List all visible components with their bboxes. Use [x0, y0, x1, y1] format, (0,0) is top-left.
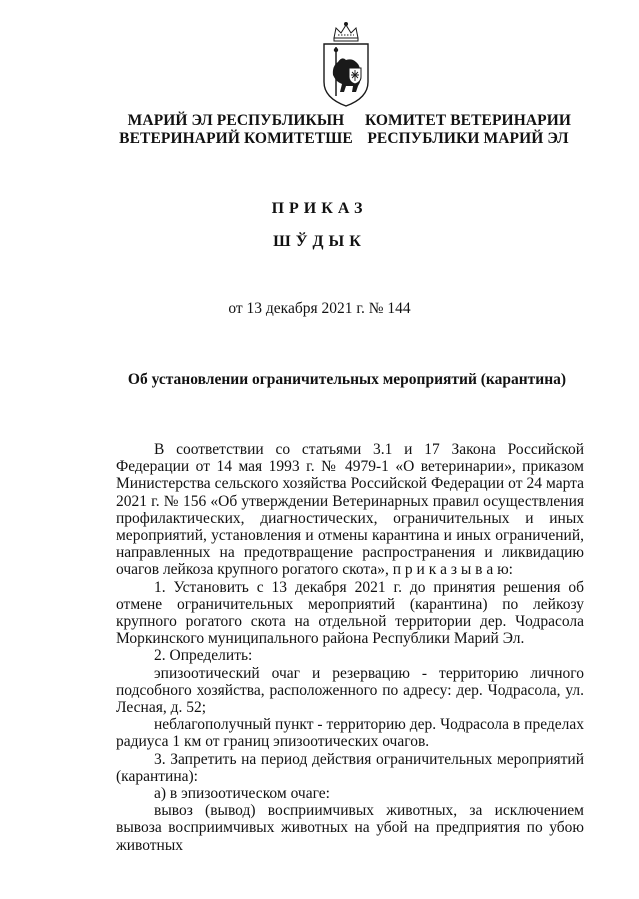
paragraph-item-3a-text: вывоз (вывод) восприимчивых животных, за исключением вывоза восприимчивых животных на убой на предприятия по убою животных [116, 802, 584, 854]
header-right [364, 112, 572, 148]
paragraph-item-3a: а) в эпизоотическом очаге: [154, 785, 330, 803]
header-left [106, 112, 366, 148]
document-subject: Об установлении ограничительных мероприятий (карантина) [127, 371, 567, 388]
shield-icon [324, 44, 368, 106]
document-date: от 13 декабря 2021 г. № 144 [228, 300, 411, 317]
coat-of-arms-icon [316, 20, 376, 108]
header-left-line1: МАРИЙ ЭЛ РЕСПУБЛИКЫН [127, 112, 345, 129]
header-right-line1: КОМИТЕТ ВЕТЕРИНАРИИ [364, 112, 572, 129]
document-body [116, 441, 584, 854]
paragraph-preamble: В соответствии со статьями 3.1 и 17 Закона Российской Федерации от 14 мая 1993 г. № 4979-1 «О ветеринарии», приказом Министерства сельского хозяйства Российской Федерации от 24 марта 2021 г. № 156 «Об утверждении Ветеринарных правил осуществления профилактических, диагностических, ограничительных и иных мероприятий, установления и отмены карантина и иных ограничений, направленных на предотвращение распространения и ликвидацию очагов лейкоза крупного рогатого скота», п р и к а з ы в а ю: [116, 441, 584, 579]
header-left-line2: ВЕТЕРИНАРИЙ КОМИТЕТШЕ [119, 130, 353, 147]
document-title-mari: ШЎДЫК [273, 233, 366, 250]
crown-icon [334, 23, 358, 42]
header-right-line2: РЕСПУБЛИКИ МАРИЙ ЭЛ [367, 130, 569, 147]
paragraph-item-3: 3. Запретить на период действия ограничительных мероприятий (карантина): [116, 750, 584, 785]
document-title-ru: ПРИКАЗ [271, 200, 368, 217]
paragraph-item-2-point: неблагополучный пункт - территорию дер. Чодрасола в пределах радиуса 1 км от границ эпизоотических очагов. [116, 716, 584, 751]
paragraph-item-1: 1. Установить с 13 декабря 2021 г. до принятия решения об отмене ограничительных мероприятий (карантина) по лейкозу крупного рогатого скота на отдельной территории дер. Чодрасола Моркинского муниципального района Республики Марий Эл. [116, 578, 584, 648]
paragraph-item-2: 2. Определить: [154, 647, 253, 665]
paragraph-item-2-focus: эпизоотический очаг и резервацию - территорию личного подсобного хозяйства, расположенного по адресу: дер. Чодрасола, ул. Лесная, д. 52; [116, 664, 584, 717]
